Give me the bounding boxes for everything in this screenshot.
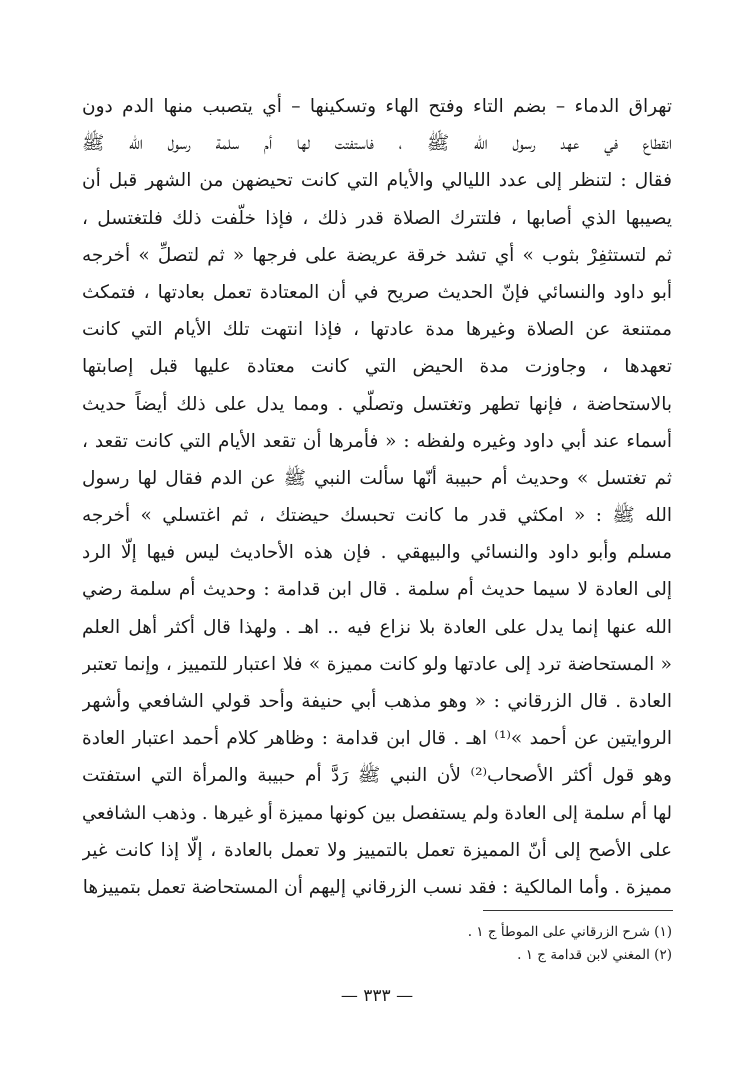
footnote: (١) شرح الزرقاني على الموطأ ج ١ .: [467, 924, 672, 940]
text-line: أبو داود والنسائي فإنّ الحديث صريح في أن المعتادة تعمل بعادتها ، فتمكث: [82, 281, 672, 303]
text-line: فقال : لتنظر إلى عدد الليالي والأيام التي كانت تحيضهن من الشهر قبل أن: [82, 170, 672, 192]
text-line: « المستحاضة ترد إلى عادتها ولو كانت مميزة » فلا اعتبار للتمييز ، وإنما تعتبر: [82, 653, 672, 675]
text-line: إلى العادة لا سيما حديث أم سلمة . قال ابن قدامة : وحديث أم سلمة رضي: [82, 579, 672, 601]
footnote: (٢) المغني لابن قدامة ج ١ .: [517, 947, 672, 963]
page-body: [82, 88, 672, 906]
text-line: الروايتين عن أحمد »⁽¹⁾ اهـ . قال ابن قدامة : وظاهر كلام أحمد اعتبار العادة: [82, 728, 672, 750]
text-line: العادة . قال الزرقاني : « وهو مذهب أبي حنيفة وأحد قولي الشافعي وأشهر: [82, 691, 672, 712]
text-line: أسماء عند أبي داود وغيره ولفظه : « فأمرها أن تقعد الأيام التي كانت تقعد ،: [82, 430, 672, 452]
text-line: وهو قول أكثر الأصحاب⁽²⁾ لأن النبي ﷺ رَدَّ أم حبيبة والمرأة التي استفتت: [82, 765, 672, 787]
text-line: انقطاع في عهد رسول الله ﷺ ، فاستفتت لها أم سلمة رسول الله ﷺ: [82, 133, 672, 155]
text-line: ثم تغتسل » وحديث أم حبيبة أنّها سألت النبي ﷺ عن الدم فقال لها رسول: [82, 467, 672, 489]
text-line: الله ﷺ : « امكثي قدر ما كانت تحبسك حيضتك ، ثم اغتسلي » أخرجه: [82, 505, 672, 527]
text-line: على الأصح إلى أنّ المميزة تعمل بالتمييز ولا تعمل بالعادة ، إلّا إذا كانت غير: [82, 839, 672, 861]
text-line: مميزة . وأما المالكية : فقد نسب الزرقاني إليهم أن المستحاضة تعمل بتمييزها: [82, 876, 672, 898]
text-line: تعهدها ، وجاوزت مدة الحيض التي كانت معتادة عليها قبل إصابتها: [82, 356, 672, 378]
footnote-divider: [483, 910, 673, 911]
text-line: تهراق الدماء – بضم التاء وفتح الهاء وتسكينها – أي يتصبب منها الدم دون: [82, 96, 672, 117]
text-line: لها أم سلمة إلى العادة ولم يستفصل بين كونها مميزة أو غيرها . وذهب الشافعي: [82, 802, 672, 824]
text-line: بالاستحاضة ، فإنها تطهر وتغتسل وتصلّي . ومما يدل على ذلك أيضاً حديث: [82, 393, 672, 415]
text-line: ثم لتستثفِرْ بثوب » أي تشد خرقة عريضة على فرجها « ثم لتصلِّ » أخرجه: [82, 244, 672, 266]
footnotes: [82, 921, 672, 967]
text-line: مسلم وأبو داود والنسائي والبيهقي . فإن هذه الأحاديث ليس فيها إلّا الرد: [82, 542, 672, 564]
text-line: يصيبها الذي أصابها ، فلتترك الصلاة قدر ذلك ، فإذا خلّفت ذلك فلتغتسل ،: [82, 207, 672, 229]
page-number: — ٣٣٣ —: [340, 986, 414, 1006]
text-line: ممتنعة عن الصلاة وغيرها مدة عادتها ، فإذا انتهت تلك الأيام التي كانت: [82, 319, 672, 341]
text-line: الله عنها إنما يدل على العادة بلا نزاع فيه .. اهـ . ولهذا قال أكثر أهل العلم: [82, 616, 672, 638]
